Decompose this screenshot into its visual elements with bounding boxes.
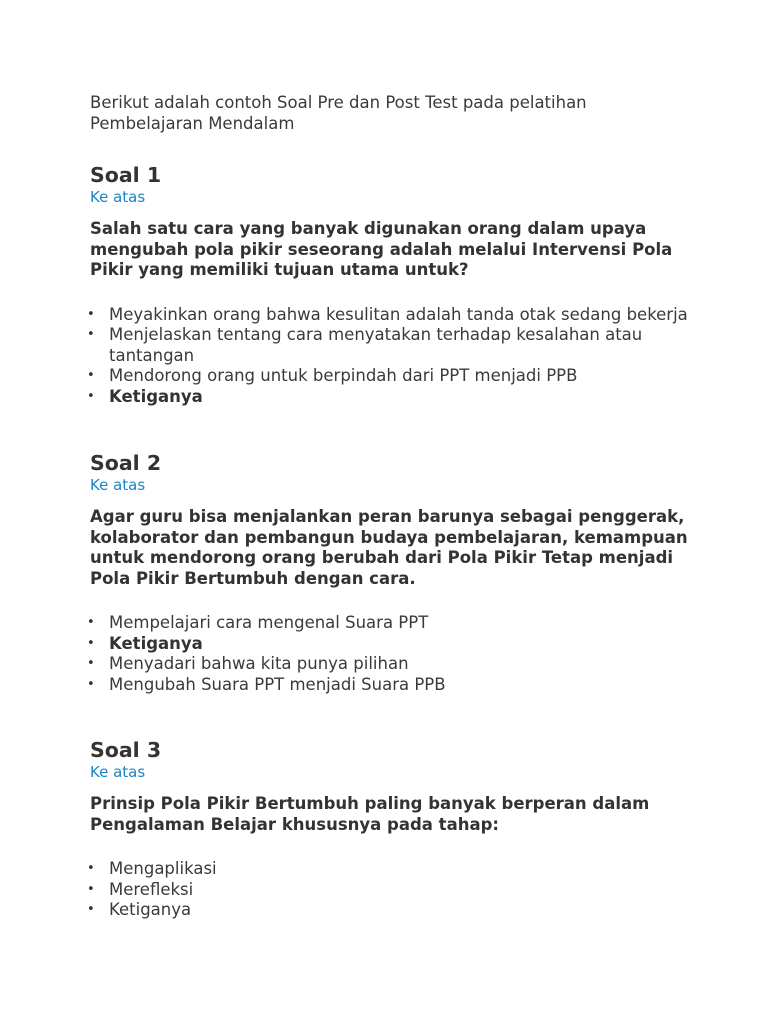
option-text: Meyakinkan orang bahwa kesulitan adalah tanda otak sedang bekerja bbox=[109, 304, 688, 324]
option-item bbox=[87, 900, 690, 921]
bullet-icon: • bbox=[87, 388, 95, 404]
bullet-icon: • bbox=[87, 327, 95, 342]
bullet-icon: • bbox=[87, 635, 95, 651]
bullet-icon: • bbox=[87, 881, 95, 897]
soal-1-title: Soal 1 bbox=[90, 163, 162, 187]
soal-3-question: Prinsip Pola Pikir Bertumbuh paling banyak berperan dalam Pengalaman Belajar khususnya pada tahap: bbox=[90, 794, 650, 834]
bullet-icon: • bbox=[87, 902, 95, 917]
bullet-icon: • bbox=[87, 368, 95, 383]
option-item bbox=[87, 859, 690, 880]
option-item bbox=[87, 633, 690, 655]
option-text: Mengubah Suara PPT menjadi Suara PPB bbox=[109, 674, 446, 694]
soal-2-options bbox=[87, 613, 690, 695]
soal-1-section bbox=[87, 163, 690, 407]
option-text: Menyadari bahwa kita punya pilihan bbox=[109, 654, 409, 673]
soal-2-question: Agar guru bisa menjalankan peran barunya sebagai penggerak, kolaborator dan pembangun budaya pembelajaran, kemampuan untuk mendorong orang berubah dari Pola Pikir Tetap menjadi Pola Pikir Bertumbuh dengan cara. bbox=[90, 507, 688, 588]
option-item bbox=[87, 613, 690, 634]
soal-2-title: Soal 2 bbox=[90, 451, 162, 475]
bullet-icon: • bbox=[87, 306, 95, 322]
intro-text: Berikut adalah contoh Soal Pre dan Post Test pada pelatihan Pembelajaran Mendalam bbox=[90, 93, 587, 133]
option-text: Merefleksi bbox=[109, 879, 194, 899]
option-text: Menjelaskan tentang cara menyatakan terhadap kesalahan atau tantangan bbox=[109, 325, 643, 365]
soal-2-back-to-top-link[interactable]: Ke atas bbox=[90, 476, 146, 494]
option-text: Ketiganya bbox=[109, 633, 203, 653]
soal-3-back-to-top-link[interactable]: Ke atas bbox=[90, 763, 146, 781]
bullet-icon: • bbox=[87, 861, 95, 876]
option-text: Ketiganya bbox=[109, 386, 203, 406]
option-item bbox=[87, 674, 690, 696]
option-text: Mendorong orang untuk berpindah dari PPT menjadi PPB bbox=[109, 366, 578, 385]
option-text: Ketiganya bbox=[109, 900, 192, 919]
option-item bbox=[87, 366, 690, 387]
option-item bbox=[87, 386, 690, 408]
option-text: Mempelajari cara mengenal Suara PPT bbox=[109, 613, 429, 632]
soal-1-back-to-top-link[interactable]: Ke atas bbox=[90, 188, 146, 206]
option-item bbox=[87, 879, 690, 901]
soal-3-section bbox=[87, 738, 690, 921]
option-item bbox=[87, 325, 690, 366]
option-item bbox=[87, 304, 690, 326]
option-item bbox=[87, 654, 690, 675]
soal-2-section bbox=[87, 451, 690, 695]
soal-3-options bbox=[87, 859, 690, 921]
bullet-icon: • bbox=[87, 676, 95, 692]
soal-1-question: Salah satu cara yang banyak digunakan orang dalam upaya mengubah pola pikir seseorang adalah melalui Intervensi Pola Pikir yang memiliki tujuan utama untuk? bbox=[90, 219, 673, 279]
bullet-icon: • bbox=[87, 615, 95, 630]
option-text: Mengaplikasi bbox=[109, 859, 217, 878]
bullet-icon: • bbox=[87, 656, 95, 671]
soal-3-title: Soal 3 bbox=[90, 738, 162, 762]
soal-1-options bbox=[87, 304, 690, 408]
